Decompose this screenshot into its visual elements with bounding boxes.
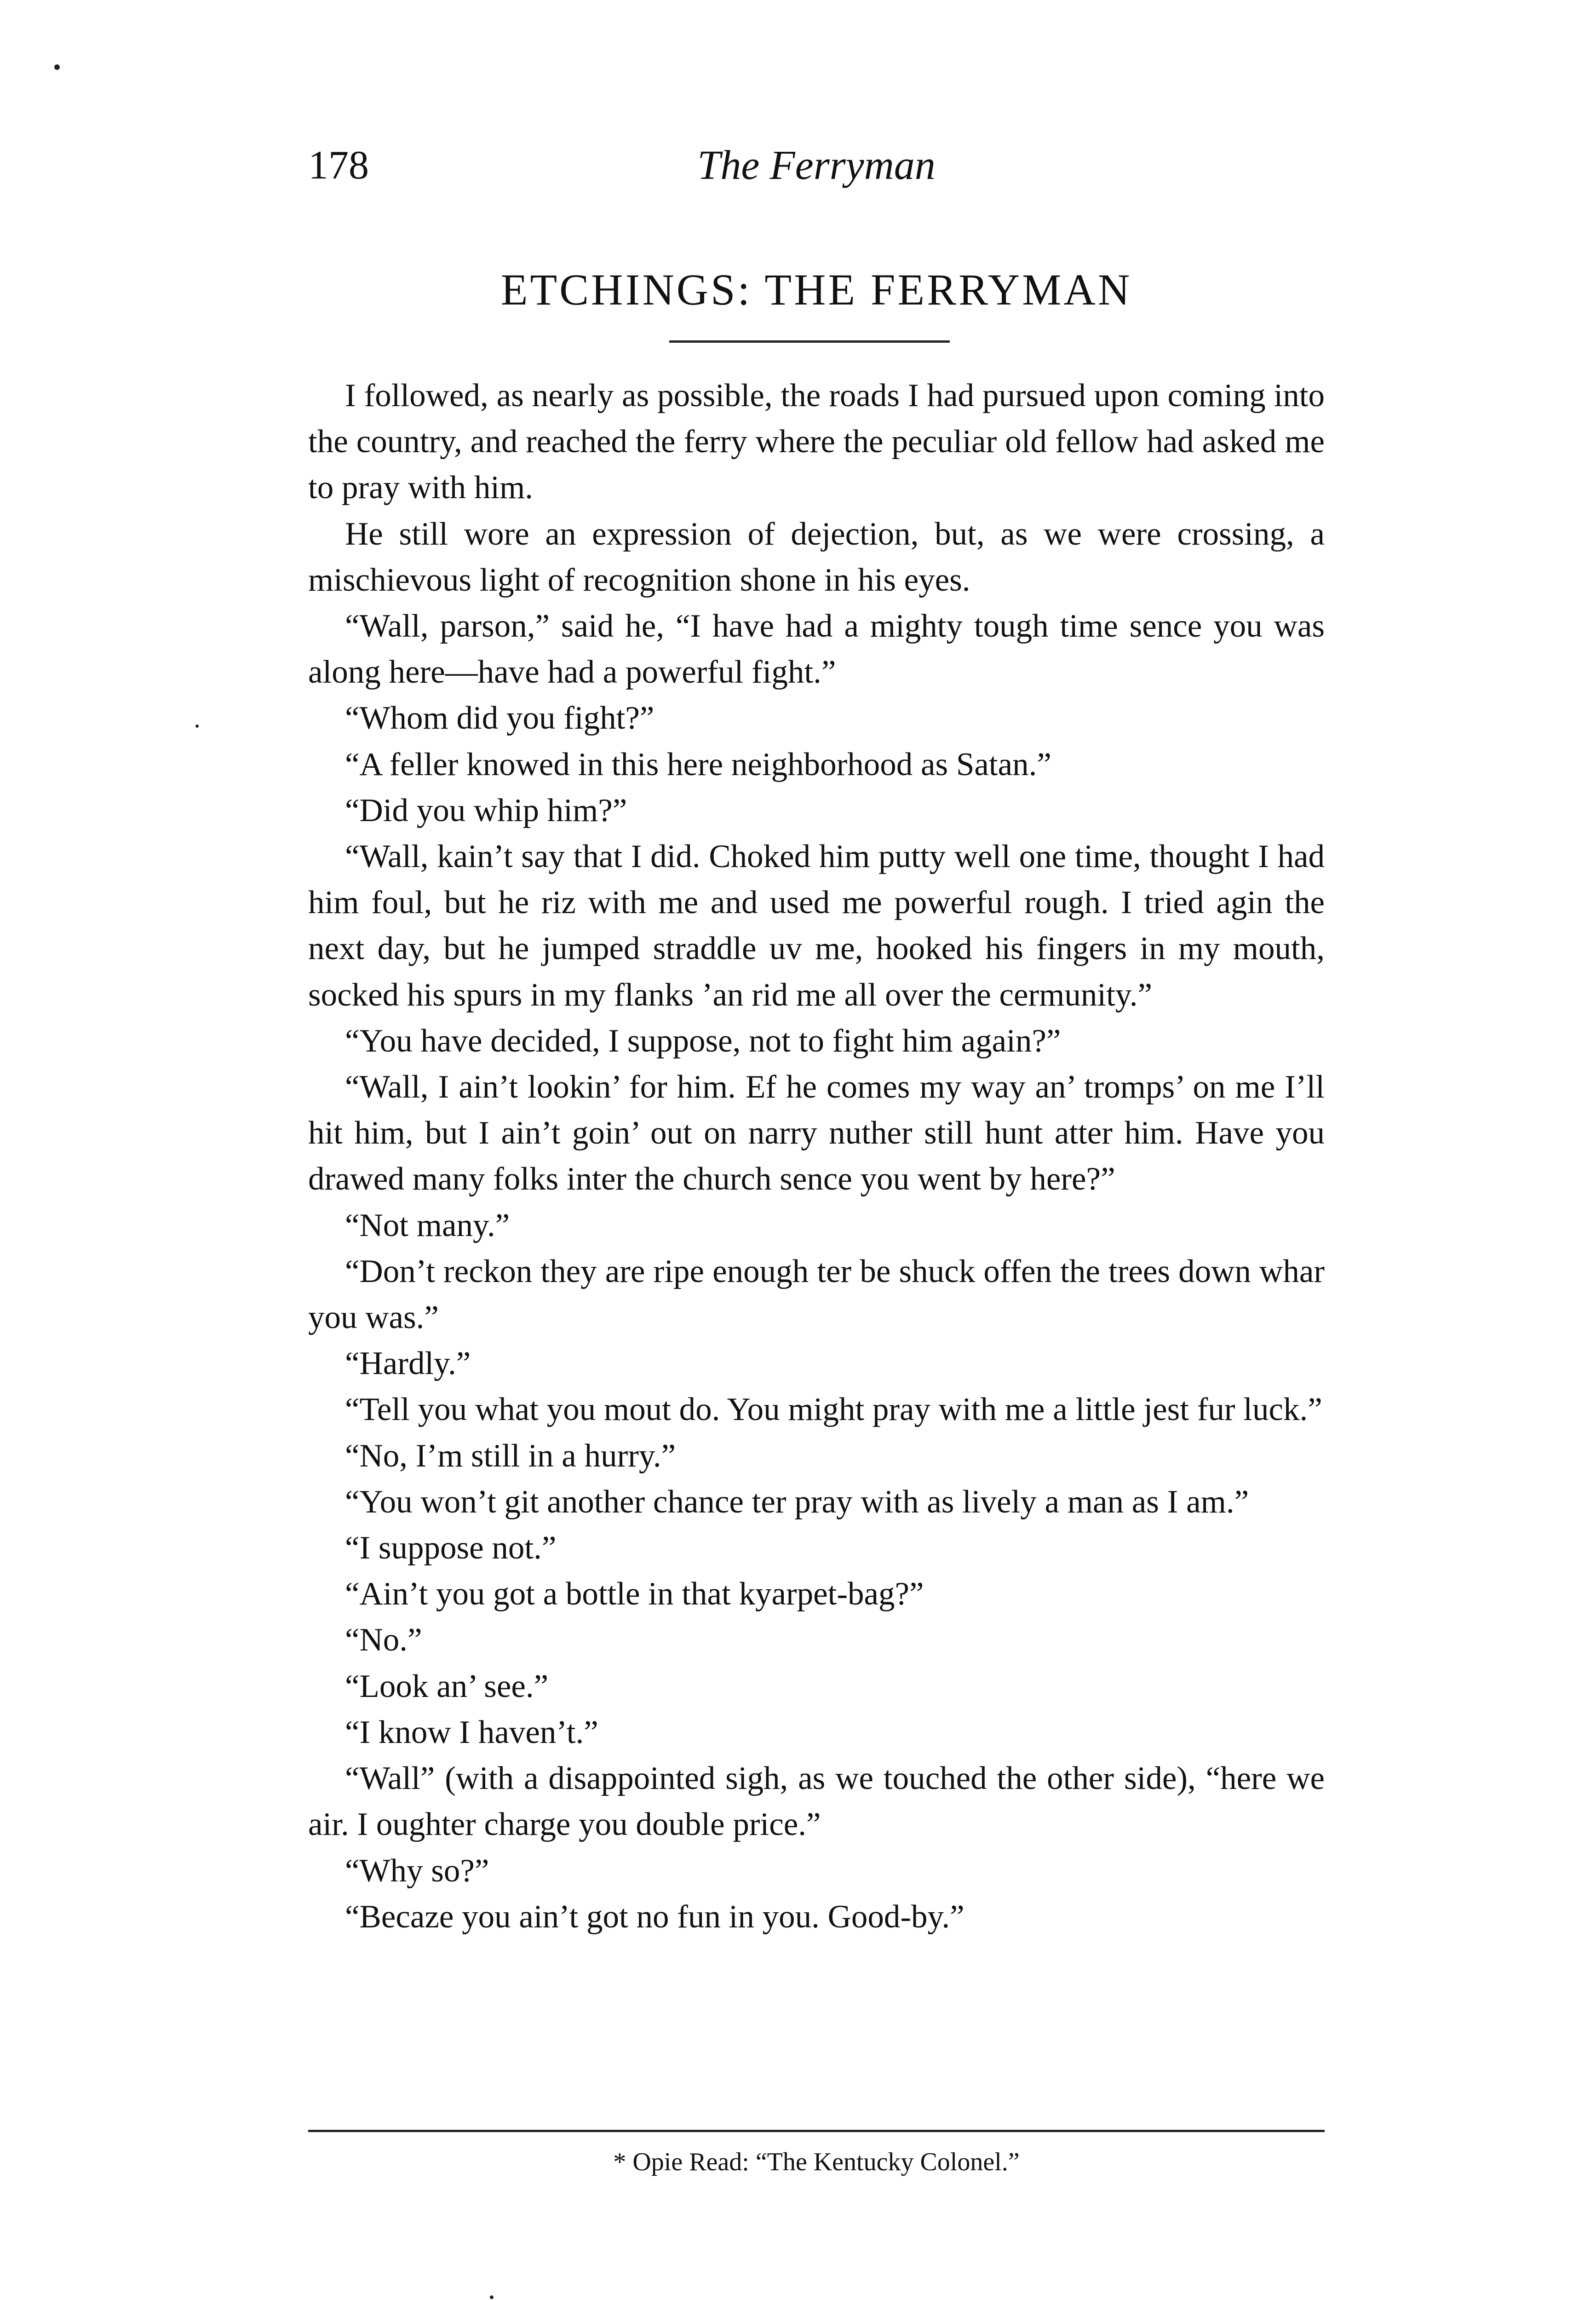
paragraph: “You have decided, I suppose, not to fight him again?”	[345, 1023, 1061, 1059]
paragraph: “Did you whip him?”	[345, 792, 627, 828]
paragraph: “No.”	[345, 1622, 422, 1658]
paragraph: “Whom did you fight?”	[345, 700, 654, 736]
paragraph: “Don’t reckon they are ripe enough ter be shuck offen the trees down whar you was.”	[308, 1253, 1325, 1336]
page-number: 178	[308, 143, 369, 188]
paragraph: “Wall” (with a disappointed sigh, as we touched the other side), “here we air. I oughter charge you double price.”	[308, 1760, 1325, 1843]
paragraph: “Hardly.”	[345, 1346, 471, 1382]
paragraph: “Why so?”	[345, 1852, 489, 1889]
paragraph: “You won’t git another chance ter pray with as lively a man as I am.”	[345, 1484, 1249, 1520]
running-title: The Ferryman	[697, 143, 936, 188]
paragraph: “Not many.”	[345, 1207, 510, 1243]
paragraph: “Look an’ see.”	[345, 1668, 549, 1704]
paragraph: “Ain’t you got a bottle in that kyarpet-bag?”	[345, 1576, 924, 1612]
paragraph: “No, I’m still in a hurry.”	[345, 1438, 676, 1474]
footnote-rule	[308, 2130, 1325, 2132]
paragraph: I followed, as nearly as possible, the roads I had pursued upon coming into the country, and reached the ferry where the peculiar old fellow had asked me to pray with him.	[308, 378, 1325, 506]
paragraph: “A feller knowed in this here neighborhood as Satan.”	[345, 746, 1051, 782]
scan-speck	[195, 724, 199, 728]
paragraph: “Tell you what you mout do. You might pray with me a little jest fur luck.”	[345, 1392, 1322, 1428]
paragraph: “Wall, I ain’t lookin’ for him. Ef he comes my way an’ tromps’ on me I’ll hit him, but I ain’t goin’ out on narry nuther still hunt atter him. Have you drawed many folks inter the church sence you went by here?”	[308, 1069, 1325, 1197]
scan-speck	[490, 2295, 494, 2299]
running-head	[308, 138, 1325, 198]
paragraph: “Wall, parson,” said he, “I have had a mighty tough time sence you was along here—have had a powerful fight.”	[308, 608, 1325, 690]
paragraph: He still wore an expression of dejection, but, as we were crossing, a mischievous light of recognition shone in his eyes.	[308, 516, 1325, 598]
chapter-title: ETCHINGS: THE FERRYMAN	[500, 265, 1132, 314]
paragraph: “Becaze you ain’t got no fun in you. Good-by.”	[345, 1898, 964, 1935]
paragraph: “I suppose not.”	[345, 1530, 557, 1566]
title-rule	[669, 340, 950, 343]
body-text	[308, 373, 1325, 1940]
footnote: * Opie Read: “The Kentucky Colonel.”	[613, 2148, 1020, 2176]
scan-speck	[54, 64, 60, 70]
paragraph: “Wall, kain’t say that I did. Choked him putty well one time, thought I had him foul, but he riz with me and used me powerful rough. I tried agin the next day, but he jumped straddle uv me, hooked his fingers in my mouth, socked his spurs in my flanks ’an rid me all over the cermunity.”	[308, 839, 1325, 1013]
paragraph: “I know I haven’t.”	[345, 1714, 598, 1750]
